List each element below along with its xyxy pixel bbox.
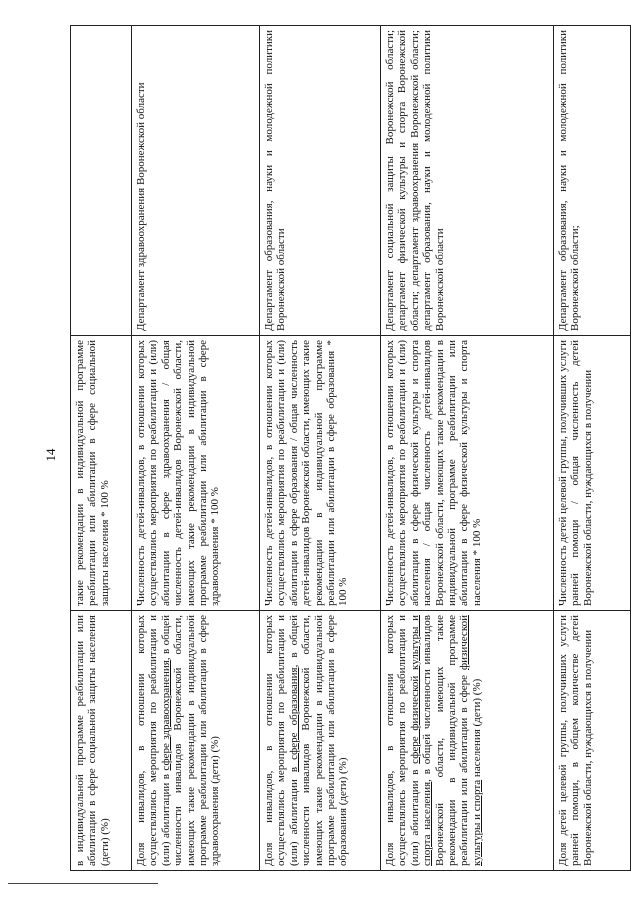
table-row: [554, 25, 631, 870]
table-row: [132, 25, 260, 870]
indicator-cell: в индивидуальной программе реабилитации или абилитации в сфере социальной защиты населения (дети) (%): [71, 610, 131, 870]
responsible-cell: Департамент здравоохранения Воронежской области: [132, 25, 259, 335]
formula-cell: такие рекомендации в индивидуальной программе реабилитации или абилитации в сфере социальной защиты населения * 100 %: [71, 335, 131, 610]
formula-cell: Численность детей-инвалидов, в отношении которых осуществлялись мероприятия по реабилитации и (или) абилитации в сфере физической культуры и спорта населения / общая численность детей-инвалидов Воронежской области, имеющих такие рекомендации в индивидуальной программе реабилитации или абилитации в сфере физической культуры и спорта населения * 100 %: [381, 335, 553, 610]
indicator-cell: Доля детей целевой группы, получивших услуги ранней помощи, в общем количестве детей Воронежской области, нуждающихся в получении: [554, 610, 630, 870]
indicator-text: Доля инвалидов, в отношении которых осуществлялись мероприятия по реабилитации и (или) абилитации: [263, 615, 300, 866]
page-number: 14: [43, 448, 58, 462]
indicator-underlined: сфере здравоохранения: [159, 660, 172, 771]
table-row: [381, 25, 554, 870]
indicator-text: , в общей численности инвалидов Воронежской области, имеющих такие рекомендации в индивидуальной программе реабилитации или абилитации в сфере: [421, 614, 471, 866]
table-row: [71, 25, 132, 870]
indicator-text: Доля инвалидов, в отношении которых осуществлялись мероприятия по реабилитации и (или) абилитации в: [135, 615, 172, 866]
indicator-text: , в общей численности инвалидов Воронежской области, имеющих такие рекомендации в индивидуальной программе реабилитации или абилитации в сфере образования (дети) (%): [287, 615, 350, 866]
footer-rule: [8, 883, 158, 884]
formula-cell: Численность детей-инвалидов, в отношении которых осуществлялись мероприятия по реабилитации и (или) абилитации в сфере здравоохранения / общая численность детей-инвалидов Воронежской области, имеющих такие рекомендации в индивидуальной программе реабилитации или абилитации в сфере здравоохранения * 100 %: [132, 335, 259, 610]
indicator-underlined: сфере физической культуры и спорта населения: [408, 615, 434, 866]
responsible-cell: Департамент социальной защиты Воронежской области; департамент физической культуры и спорта Воронежской области; департамент здравоохранения Воронежской области; департамент образования, науки и молодежной политики Воронежской области: [381, 25, 553, 335]
indicator-cell: [132, 610, 259, 870]
indicator-underlined: в сфере образования: [287, 667, 300, 773]
responsible-cell: Департамент образования, науки и молодежной политики Воронежской области: [260, 25, 380, 335]
responsible-cell: Департамент образования, науки и молодежной политики Воронежской области;: [554, 25, 630, 335]
indicator-text: , в общей численности инвалидов Воронежской области, имеющих такие рекомендации в индивидуальной программе реабилитации или абилитации в сфере здравоохранения (дети) (%): [159, 614, 222, 866]
formula-cell: Численность детей целевой группы, получивших услуги ранней помощи / общая численность детей Воронежской области, нуждающихся в получении: [554, 335, 630, 610]
indicator-cell: [381, 610, 553, 870]
indicator-text: Доля инвалидов, в отношении которых осуществлялись мероприятия по реабилитации и (или) абилитации в: [384, 615, 421, 866]
indicators-table: [70, 25, 631, 871]
indicator-text: населения (дети) (%): [470, 678, 483, 780]
indicator-cell: [260, 610, 380, 870]
table-row: [260, 25, 381, 870]
formula-cell: Численность детей-инвалидов, в отношении которых осуществлялись мероприятия по реабилитации и (или) абилитации в сфере образования / общая численность детей-инвалидов Воронежской области, имеющих такие рекомендации в индивидуальной программе реабилитации или абилитации в сфере образования * 100 %: [260, 335, 380, 610]
responsible-cell: [71, 25, 131, 335]
indicator-underlined: физической культуры и спорта: [458, 615, 483, 866]
